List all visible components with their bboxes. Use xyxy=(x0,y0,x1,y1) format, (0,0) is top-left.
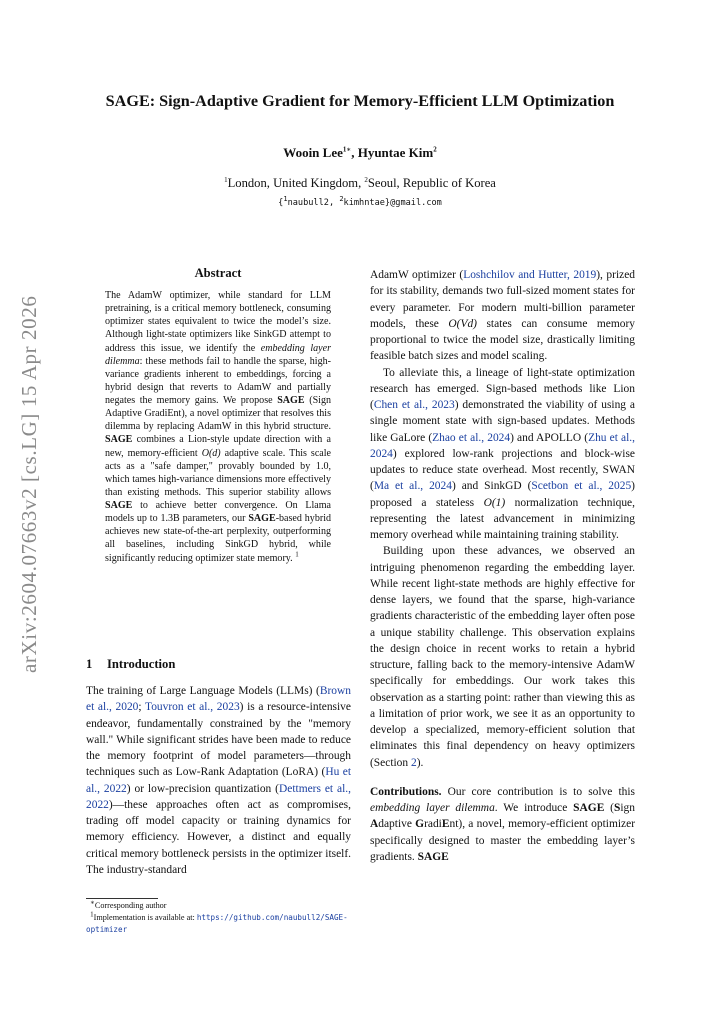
citation-link[interactable]: Touvron et al., 2023 xyxy=(145,701,240,714)
author-name: Wooin Lee xyxy=(283,145,343,160)
body-text: ), prized for its stability, demands two full-sized moment states for every parameter. For modern multi-billion parameter models, these xyxy=(370,269,635,330)
arxiv-identifier: arXiv:2604.07663v2 [cs.LG] 15 Apr 2026 xyxy=(17,296,41,674)
citation-link[interactable]: Ma et al., 2024 xyxy=(373,480,452,493)
abstract-heading: Abstract xyxy=(194,266,242,280)
body-text: ) explored low-rank projections and block-wise updates to reduce state overhead. Most recently, SWAN ( xyxy=(370,447,635,493)
abstract-text: -based hybrid achieves new state-of-the-art perplexity, outperforming all baselines, including SinkGD hybrid, while significantly reducing optimizer state memory. xyxy=(105,513,332,564)
abstract-text: adaptive scale. This scale acts as a "safe damper," provably bounded by 1.0, which tames high-variance dimensions more effectively than existing methods. This superior stability allows xyxy=(105,447,331,498)
section-link[interactable]: 2 xyxy=(410,756,417,769)
citation-link[interactable]: Zhu et al., 2024 xyxy=(370,431,635,460)
body-text: AdamW optimizer ( xyxy=(370,269,464,281)
abstract-text: to achieve better convergence. On Llama models up to 1.3B parameters, our xyxy=(105,500,331,525)
body-text: ( xyxy=(604,802,614,814)
email-brace: { xyxy=(278,198,284,208)
body-text: ; xyxy=(138,701,146,714)
body-text: . We introduce xyxy=(494,802,574,814)
abstract-method-name: SAGE xyxy=(105,500,133,511)
paper-title: SAGE: Sign-Adaptive Gradient for Memory-Efficient LLM Optimization xyxy=(105,92,615,110)
citation-link[interactable]: Brown et al., 2020 xyxy=(86,685,351,714)
footnote-marker: 1 xyxy=(90,910,94,919)
acronym-letter: S xyxy=(614,802,621,814)
contributions-paragraph xyxy=(370,784,635,865)
affil-text: Seoul, Republic of Korea xyxy=(367,176,496,190)
abstract-method-name: SAGE xyxy=(248,513,276,525)
acronym-letter: E xyxy=(441,818,450,831)
citation-link[interactable]: Zhao et al., 2024 xyxy=(432,431,511,444)
abstract-text: : these methods fail to handle the sparse, high-variance gradients inherent to embeddings, forcing a hybrid design that reverts to AdamW and partially negates the memory gains. We propose xyxy=(105,355,331,406)
author-affil-marker: 1∗ xyxy=(342,145,352,154)
body-text: The training of Large Language Models (LLMs) ( xyxy=(86,685,320,697)
author-affil-marker: 2 xyxy=(433,145,437,154)
introduction-paragraph xyxy=(86,683,351,878)
method-name: SAGE xyxy=(573,802,605,814)
abstract-method-name: SAGE xyxy=(105,434,133,446)
body-text: ) proposed a stateless xyxy=(370,480,635,509)
body-text: daptive xyxy=(378,818,416,831)
email-user: naubull2, xyxy=(287,198,340,208)
acronym-letter: A xyxy=(370,818,379,831)
body-text: ign xyxy=(620,802,635,814)
repository-link[interactable]: https://github.com/naubull2/SAGE-optimizer xyxy=(86,913,348,934)
affil-marker: 2 xyxy=(364,175,368,184)
affiliations xyxy=(70,176,650,191)
email-marker: 2 xyxy=(339,195,344,204)
author-list xyxy=(70,145,650,161)
citation-link[interactable]: Loshchilov and Hutter, 2019 xyxy=(463,269,597,281)
footnote-text: Corresponding author xyxy=(94,901,167,910)
affil-text: London, United Kingdom, xyxy=(227,176,365,190)
right-column xyxy=(370,267,635,865)
abstract-method-name: SAGE xyxy=(277,395,305,406)
body-text: radi xyxy=(424,818,442,831)
author-emails xyxy=(70,195,650,208)
section-number: 1 xyxy=(86,657,93,671)
body-text: ). xyxy=(416,756,424,769)
footnote-text: Implementation is available at: xyxy=(93,913,197,922)
body-text: To alleviate this, a lineage of light-state optimization research has emerged. Sign-based methods like Lion ( xyxy=(370,366,635,411)
method-name: SAGE xyxy=(417,850,449,863)
footnote-implementation xyxy=(86,912,351,936)
email-user: kimhntae}@gmail.com xyxy=(343,198,442,208)
body-text: )—these approaches often act as compromises, trading off model capacity or training dynamics for memory efficiency. However, a distinct and equally critical memory bottleneck persists in the optimizer itself. The industry-standard xyxy=(86,798,351,876)
abstract-text: The AdamW optimizer, while standard for LLM pretraining, is a critical memory bottleneck, consuming optimizer states equivalent to twice the model’s size. Although light-state optimizers like SinkGD attempt to address this issue, we identify the xyxy=(105,290,331,354)
body-text: nt), a novel, memory-efficient optimizer specifically designed to master the embedding layer’s gradients. xyxy=(370,818,635,863)
body-text: normalization technique, representing the latest advancement in minimizing memory overhead while maintaining training stability. xyxy=(370,496,635,541)
inline-math: O(Vd) xyxy=(448,317,477,330)
email-marker: 1 xyxy=(283,195,288,204)
paragraph xyxy=(370,365,635,544)
inline-math: O(1) xyxy=(483,496,506,509)
body-text: ) and APOLLO ( xyxy=(510,431,589,444)
body-text: ) and SinkGD ( xyxy=(451,480,532,493)
paragraph-heading: Contributions. xyxy=(370,785,442,798)
footnote-corresponding xyxy=(86,900,351,911)
footnote-ref[interactable]: 1 xyxy=(295,550,299,559)
citation-link[interactable]: Chen et al., 2023 xyxy=(373,399,455,411)
footnote-divider xyxy=(86,898,158,899)
abstract-text: combines a Lion-style update direction with a new, memory-efficient xyxy=(105,434,331,459)
paragraph xyxy=(370,267,635,365)
abstract-body xyxy=(105,289,331,565)
citation-link[interactable]: Dettmers et al., 2022 xyxy=(86,782,351,811)
body-text: ) is a resource-intensive endeavor, fundamentally constrained by the "memory wall." While significant strides have been made to reduce the memory footprint of model parameters—through techniques such as Low-Rank Adaptation (LoRA) ( xyxy=(86,701,351,779)
citation-link[interactable]: Scetbon et al., 2025 xyxy=(531,480,632,493)
section-heading-introduction xyxy=(86,657,175,672)
emphasis: embedding layer dilemma xyxy=(370,802,495,814)
citation-link[interactable]: Hu et al., 2022 xyxy=(86,766,352,795)
body-text: Our core contribution is to solve this xyxy=(441,785,635,798)
body-text: ) demonstrated the viability of using a single moment state with sign-based updates. Methods like GaLore ( xyxy=(370,399,635,444)
affil-marker: 1 xyxy=(224,175,228,184)
abstract-math: O(d) xyxy=(201,447,221,459)
body-text: ) or low-precision quantization ( xyxy=(126,782,279,795)
abstract-text: (Sign Adaptive GradiEnt), a novel optimizer that resolves this dilemma by replacing AdamW in this hybrid structure. xyxy=(105,395,331,433)
author-name: Hyuntae Kim xyxy=(357,145,434,160)
paragraph xyxy=(370,543,635,771)
body-text: Building upon these advances, we observed an intriguing phenomenon regarding the embedding layer. While recent light-state methods are highly effective for dense layers, we found that the sparse, high-variance gradients characteristic of the embedding layer often pose a unique stability challenge. This observation explains the design choice in recent works to retain a hybrid structure, falling back to the memory-intensive AdamW specifically for embeddings. Our work takes this observation as a starting point: rather than viewing this as a limitation of prior work, we see it as an opportunity to develop a specialized, memory-efficient solution that eliminates this final dependency on heavy optimizers (Section xyxy=(370,545,635,769)
author-separator: , xyxy=(351,145,358,160)
footnote-marker: ∗ xyxy=(90,898,95,907)
acronym-letter: G xyxy=(415,818,425,831)
section-title: Introduction xyxy=(107,657,176,671)
body-text: states can consume memory proportional to twice the model size, drastically limiting feasible batch sizes and model scaling. xyxy=(370,317,635,363)
abstract-emphasis: embedding layer dilemma xyxy=(105,342,331,367)
